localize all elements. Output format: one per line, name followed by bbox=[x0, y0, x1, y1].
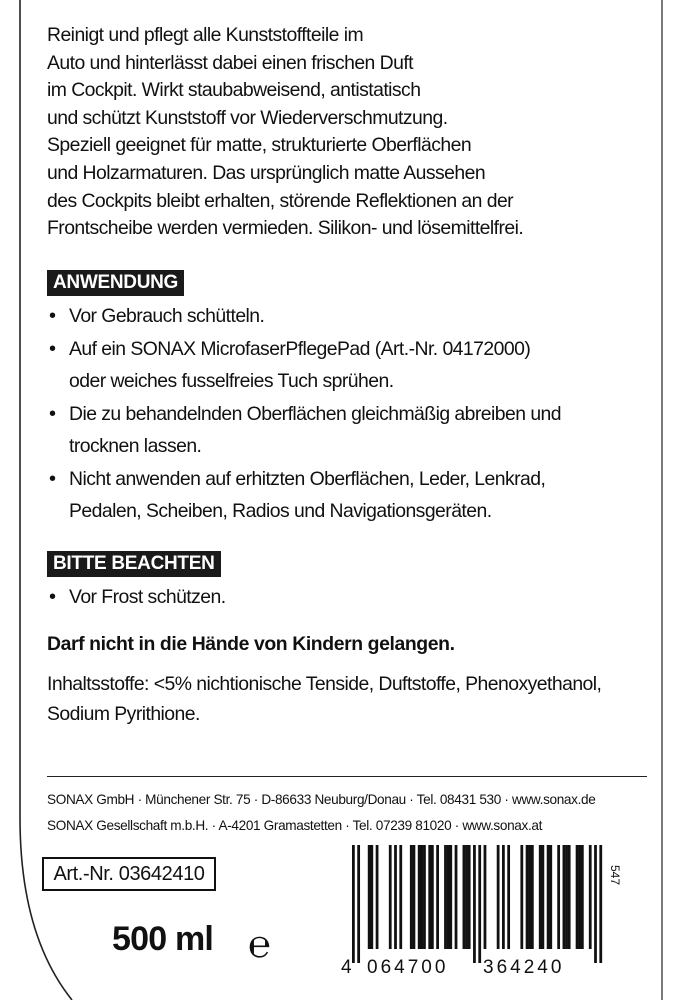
barcode-bar bbox=[568, 845, 571, 949]
side-code: 547 bbox=[608, 865, 622, 886]
barcode-bar bbox=[563, 845, 566, 949]
usage-item-line: • Vor Gebrauch schütteln. bbox=[69, 304, 265, 327]
barcode-bar bbox=[418, 845, 421, 949]
manufacturer-address-at: SONAX Gesellschaft m.b.H. · A-4201 Gramastetten · Tel. 07239 81020 · www.sonax.at bbox=[47, 818, 543, 833]
barcode-bar bbox=[376, 845, 379, 949]
barcode-bar bbox=[436, 845, 439, 949]
barcode-bar bbox=[399, 845, 402, 949]
barcode-bar bbox=[423, 845, 426, 949]
manufacturer-address-de: SONAX GmbH · Münchener Str. 75 · D-86633 Neuburg/Donau · Tel. 08431 530 · www.sonax.de bbox=[47, 792, 596, 807]
barcode-right-digits: 364240 bbox=[483, 957, 565, 978]
barcode-bar bbox=[547, 845, 550, 949]
label-text-area bbox=[47, 22, 647, 729]
estimated-sign-icon: ℮ bbox=[248, 922, 271, 966]
barcode-bar bbox=[565, 845, 568, 949]
barcode-guard-bar bbox=[352, 845, 355, 963]
barcode-bar bbox=[394, 845, 397, 949]
description-line: Reinigt und pflegt alle Kunststoffteile im bbox=[47, 24, 364, 46]
usage-item-line: • Nicht anwenden auf erhitzten Oberflächen, Leder, Lenkrad, bbox=[69, 468, 546, 491]
barcode-first-digit: 4 bbox=[341, 957, 355, 978]
barcode-bar bbox=[502, 845, 505, 949]
barcode bbox=[336, 845, 606, 963]
barcode-guard-bar bbox=[473, 845, 476, 963]
barcode-bar bbox=[447, 845, 450, 949]
barcode-bar bbox=[557, 845, 560, 949]
description-line: des Cockpits bleibt erhalten, störende Reflektionen an der bbox=[47, 189, 514, 212]
product-description bbox=[47, 22, 647, 243]
barcode-guard-bar bbox=[357, 845, 360, 963]
barcode-bar bbox=[589, 845, 592, 949]
barcode-guard-bar bbox=[599, 845, 602, 963]
barcode-bar bbox=[497, 845, 500, 949]
usage-item bbox=[47, 333, 647, 398]
usage-item-line: Pedalen, Scheiben, Radios und Navigationsgeräten. bbox=[69, 499, 492, 522]
usage-item bbox=[47, 463, 647, 528]
usage-heading: ANWENDUNG bbox=[47, 270, 184, 296]
description-line: und Holzarmaturen. Das ursprünglich matte Aussehen bbox=[47, 161, 486, 184]
article-number-box: Art.-Nr. 03642410 bbox=[42, 857, 216, 891]
barcode-bar bbox=[484, 845, 487, 949]
barcode-bar bbox=[526, 845, 529, 949]
barcode-bar bbox=[410, 845, 413, 949]
ingredients-line: Inhaltsstoffe: <5% nichtionische Tenside, Duftstoffe, Phenoxyethanol, bbox=[47, 672, 602, 695]
barcode-bar bbox=[444, 845, 447, 949]
notice-heading: BITTE BEACHTEN bbox=[47, 551, 221, 577]
description-line: und schützt Kunststoff vor Wiederverschmutzung. bbox=[47, 106, 448, 129]
barcode-bar bbox=[413, 845, 416, 949]
volume: 500 ml bbox=[112, 920, 214, 958]
barcode-guard-bar bbox=[478, 845, 481, 963]
usage-item-line: • Auf ein SONAX MicrofaserPflegePad (Art.-Nr. 04172000) bbox=[69, 338, 531, 361]
barcode-left-digits: 064700 bbox=[367, 957, 449, 978]
barcode-bar bbox=[507, 845, 510, 949]
barcode-bar bbox=[539, 845, 542, 949]
usage-item bbox=[47, 300, 647, 334]
barcode-bar bbox=[463, 845, 466, 949]
description-line: Frontscheibe werden vermieden. Silikon- und lösemittelfrei. bbox=[47, 217, 524, 240]
ingredients-line: Sodium Pyrithione. bbox=[47, 702, 200, 725]
description-line: Auto und hinterlässt dabei einen frischen Duft bbox=[47, 51, 413, 74]
child-safety-warning: Darf nicht in die Hände von Kindern gelangen. bbox=[47, 632, 455, 655]
barcode-bar bbox=[428, 845, 431, 949]
barcode-bar bbox=[465, 845, 468, 949]
description-line: Speziell geeignet für matte, strukturierte Oberflächen bbox=[47, 134, 472, 157]
barcode-guard-bar bbox=[594, 845, 597, 963]
description-line: im Cockpit. Wirkt staubabweisend, antistatisch bbox=[47, 79, 421, 102]
barcode-bar bbox=[468, 845, 471, 949]
usage-item-line: • Die zu behandelnden Oberflächen gleichmäßig abreiben und bbox=[69, 403, 562, 426]
barcode-bar bbox=[370, 845, 373, 949]
usage-list bbox=[47, 300, 647, 529]
barcode-bar bbox=[531, 845, 534, 949]
barcode-bar bbox=[578, 845, 581, 949]
barcode-bar bbox=[576, 845, 579, 949]
notice-item bbox=[47, 581, 647, 615]
usage-item-line: trocknen lassen. bbox=[69, 434, 202, 457]
barcode-bar bbox=[420, 845, 423, 949]
barcode-bar bbox=[520, 845, 523, 949]
usage-item bbox=[47, 398, 647, 463]
usage-item-line: oder weiches fusselfreies Tuch sprühen. bbox=[69, 369, 394, 392]
divider bbox=[47, 776, 647, 777]
barcode-bar bbox=[449, 845, 452, 949]
barcode-bar bbox=[431, 845, 434, 949]
barcode-bar bbox=[549, 845, 552, 949]
notice-list bbox=[47, 581, 647, 615]
barcode-bar bbox=[389, 845, 392, 949]
ingredients bbox=[47, 669, 647, 729]
barcode-bar bbox=[581, 845, 584, 949]
notice-item-line: • Vor Frost schützen. bbox=[69, 586, 226, 609]
barcode-bar bbox=[541, 845, 544, 949]
barcode-bar bbox=[368, 845, 371, 949]
barcode-bar bbox=[455, 845, 458, 949]
barcode-bar bbox=[528, 845, 531, 949]
